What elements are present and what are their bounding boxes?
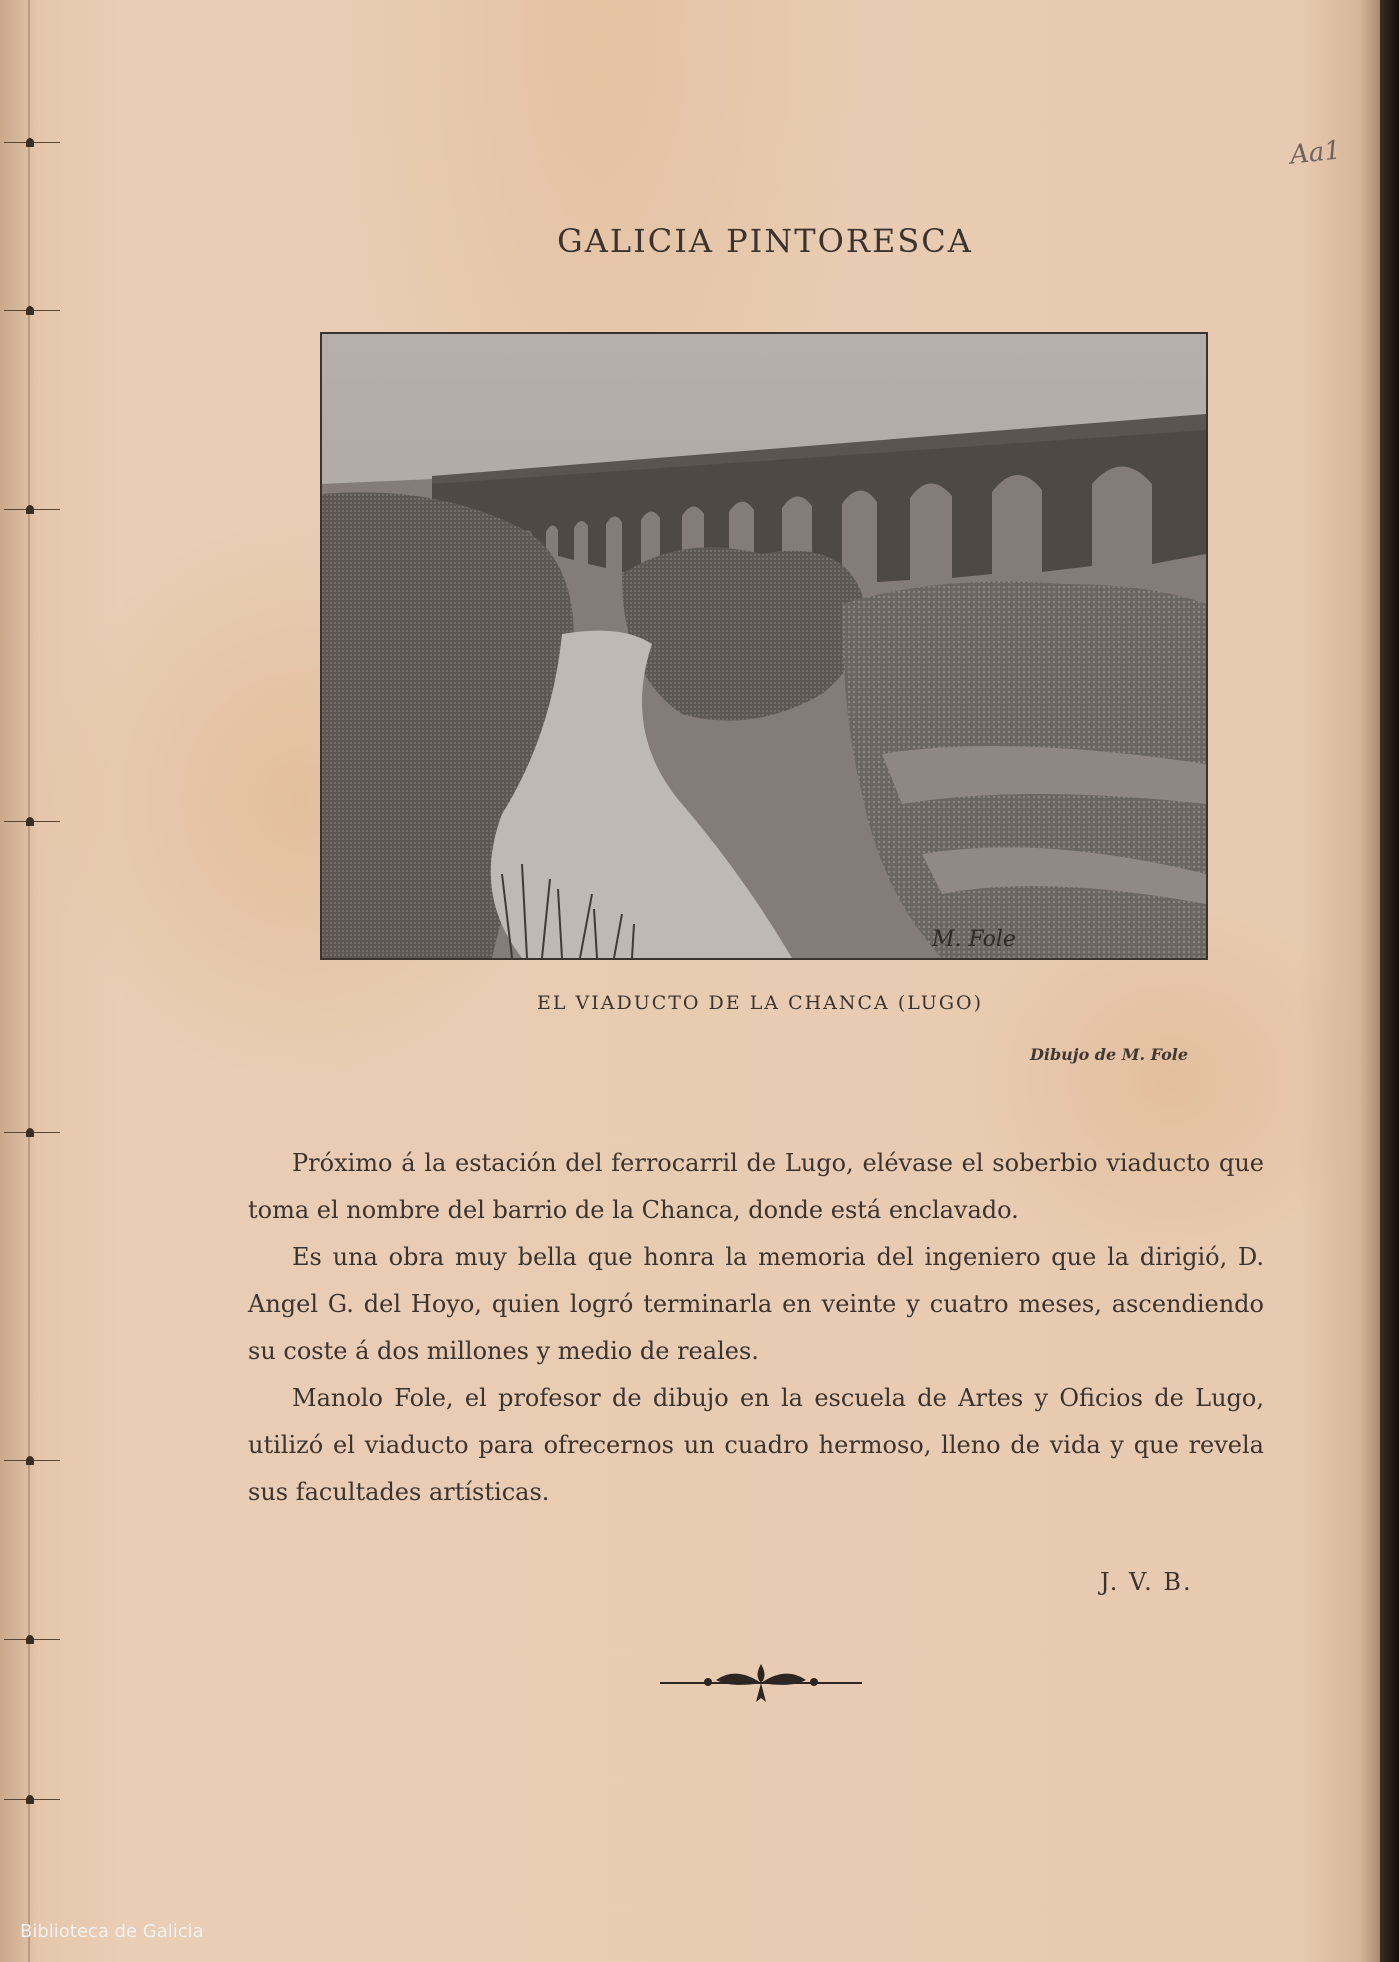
book-edge [1380, 0, 1399, 1962]
binding-stitch [4, 1456, 60, 1466]
fleuron-ornament-icon [656, 1656, 866, 1710]
binding-stitch [4, 1635, 60, 1645]
illustration-caption: EL VIADUCTO DE LA CHANCA (LUGO) [537, 992, 983, 1014]
binding-stitch [4, 817, 60, 827]
author-initials: J. V. B. [1100, 1568, 1193, 1596]
paragraph: Es una obra muy bella que honra la memoria del ingeniero que la dirigió, D. Angel G. del Hoyo, quien logró terminarla en veinte y cuatro meses, ascendiendo su coste á dos millones y medio de reales. [248, 1243, 1264, 1365]
binding-spine [28, 0, 30, 1962]
binding-stitch [4, 505, 60, 515]
binding-stitch [4, 1795, 60, 1805]
page-title: GALICIA PINTORESCA [557, 222, 973, 260]
paragraph: Próximo á la estación del ferrocarril de Lugo, elévase el soberbio viaducto que toma el nombre del barrio de la Chanca, donde está enclavado. [248, 1149, 1264, 1224]
binding-stitch [4, 306, 60, 316]
binding-stitch [4, 1128, 60, 1138]
binding-stitch [4, 138, 60, 148]
artist-signature: M. Fole [932, 927, 1016, 952]
viaduct-drawing [322, 334, 1206, 958]
library-watermark: Biblioteca de Galicia [20, 1921, 204, 1942]
paragraph: Manolo Fole, el profesor de dibujo en la escuela de Artes y Oficios de Lugo, utilizó el viaducto para ofrecernos un cuadro hermoso, lleno de vida y que revela sus facultades artísticas. [248, 1384, 1264, 1506]
handwritten-corner-note: Aa1 [1288, 135, 1343, 171]
article-body [248, 1140, 1264, 1516]
illustration-credit: Dibujo de M. Fole [1030, 1045, 1189, 1064]
viaduct-illustration [320, 332, 1208, 960]
